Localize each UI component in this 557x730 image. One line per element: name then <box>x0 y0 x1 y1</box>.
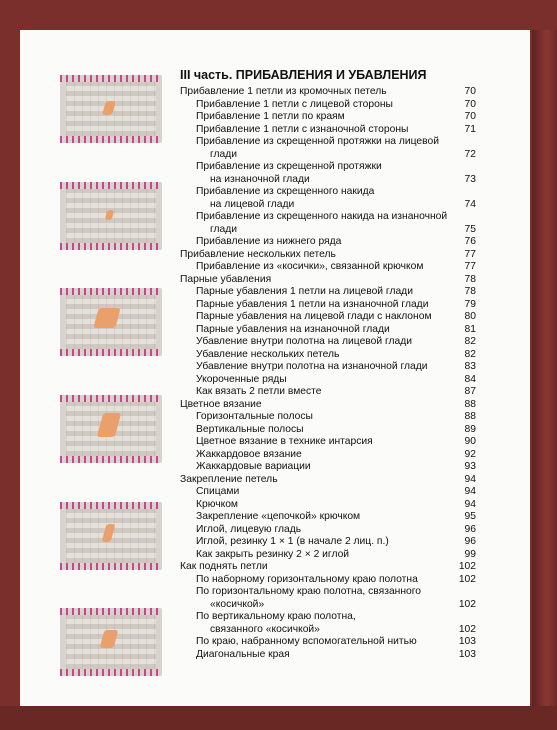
toc-entry-page: 77 <box>464 248 476 260</box>
toc-entry-page: 71 <box>464 123 476 135</box>
toc-entry-title: По вертикальному краю полотна, <box>196 611 356 622</box>
toc-entry-page: 70 <box>464 98 476 110</box>
toc-entry <box>180 386 476 399</box>
toc-entry-page: 99 <box>464 548 476 560</box>
toc-entry <box>180 624 476 637</box>
toc-entry-title: Прибавление из «косички», связанной крючком <box>196 261 424 272</box>
toc-entry-title: Закрепление петель <box>180 473 278 485</box>
toc-entry <box>180 224 476 237</box>
toc-entry <box>180 111 476 124</box>
toc-entry-page: 103 <box>458 648 476 660</box>
toc-entry <box>180 249 476 262</box>
toc-entry <box>180 561 476 574</box>
toc-entry-page: 73 <box>464 173 476 185</box>
toc-entry-title: связанного «косичкой» <box>210 623 320 635</box>
toc-entry-page: 87 <box>464 386 476 397</box>
toc-entry <box>180 136 476 149</box>
toc-entry-title: Как поднять петли <box>180 561 268 572</box>
toc-entry <box>180 236 476 249</box>
toc-entry <box>180 161 476 174</box>
toc-entry-page: 96 <box>464 536 476 547</box>
toc-entry <box>180 511 476 524</box>
toc-entry <box>180 174 476 187</box>
toc-entry-title: Прибавление из скрещенной протяжки <box>196 161 382 172</box>
toc-entry-title: Убавление внутри полотна на изнаночной глади <box>196 361 428 372</box>
toc-entry-page: 90 <box>464 436 476 447</box>
toc-entry-title: на изнаночной глади <box>210 173 310 185</box>
toc-entry <box>180 549 476 562</box>
toc-entry <box>180 599 476 612</box>
table-of-contents <box>180 68 476 661</box>
toc-entry-page: 80 <box>464 311 476 322</box>
toc-entry <box>180 499 476 512</box>
toc-entry-title: Закрепление «цепочкой» крючком <box>196 511 361 522</box>
toc-entry-page: 88 <box>464 398 476 410</box>
toc-entry <box>180 99 476 112</box>
toc-entry <box>180 349 476 362</box>
toc-entry-page: 75 <box>464 223 476 235</box>
toc-entry <box>180 261 476 274</box>
toc-entry <box>180 149 476 162</box>
toc-entry-title: Диагональные края <box>196 648 290 660</box>
toc-entry-page: 94 <box>464 498 476 510</box>
toc-entry <box>180 324 476 337</box>
toc-entry-page: 93 <box>464 461 476 472</box>
toc-entry <box>180 636 476 649</box>
toc-entry <box>180 361 476 374</box>
toc-entry-title: Прибавление 1 петли с лицевой стороны <box>196 98 393 110</box>
toc-entry-page: 78 <box>464 273 476 285</box>
toc-entry-title: глади <box>210 223 238 235</box>
toc-entry <box>180 411 476 424</box>
toc-entry <box>180 186 476 199</box>
toc-entry-title: Прибавление 1 петли с изнаночной стороны <box>196 123 409 135</box>
toc-entry-page: 82 <box>464 336 476 347</box>
section-title: III часть. ПРИБАВЛЕНИЯ И УБАВЛЕНИЯ <box>180 68 427 82</box>
toc-entry <box>180 286 476 299</box>
toc-entry-title: Иглой, лицевую гладь <box>196 523 302 535</box>
toc-entry-title: Жаккардовые вариации <box>196 461 311 472</box>
toc-entry-title: Прибавление нескольких петель <box>180 248 336 260</box>
toc-entry-title: Как вязать 2 петли вместе <box>196 386 322 397</box>
toc-entry <box>180 461 476 474</box>
toc-entry-title: Прибавление из скрещенного накида на изнаночной <box>196 211 448 222</box>
book-cover-edge <box>0 706 557 730</box>
toc-entry <box>180 486 476 499</box>
toc-entry-title: Цветное вязание в технике интарсия <box>196 436 373 447</box>
toc-entry-page: 77 <box>464 261 476 272</box>
toc-entry-title: По наборному горизонтальному краю полотна <box>196 573 418 585</box>
toc-entry-title: Иглой, резинку 1 × 1 (в начале 2 лиц. п.) <box>196 536 389 547</box>
toc-entry-page: 102 <box>458 561 476 572</box>
toc-entry <box>180 524 476 537</box>
toc-entry-page: 89 <box>464 423 476 435</box>
toc-entry <box>180 574 476 587</box>
toc-entry-title: Прибавление 1 петли по краям <box>196 111 345 122</box>
toc-entry-page: 74 <box>464 198 476 210</box>
toc-entry-page: 103 <box>458 636 476 647</box>
toc-entry-page: 94 <box>464 473 476 485</box>
toc-entry-page: 102 <box>458 598 476 610</box>
toc-entry <box>180 299 476 312</box>
toc-entry <box>180 211 476 224</box>
toc-entry-title: Крючком <box>196 498 239 510</box>
toc-entry <box>180 399 476 412</box>
toc-entry-title: По краю, набранному вспомогательной нитью <box>196 636 417 647</box>
toc-entry <box>180 336 476 349</box>
toc-entry-page: 78 <box>464 286 476 297</box>
toc-entry-page: 94 <box>464 486 476 497</box>
toc-entry <box>180 124 476 137</box>
toc-entry-page: 70 <box>464 111 476 122</box>
toc-entry-title: Горизонтальные полосы <box>196 411 313 422</box>
toc-entry <box>180 536 476 549</box>
toc-entry <box>180 311 476 324</box>
toc-entry <box>180 199 476 212</box>
toc-entry-page: 95 <box>464 511 476 522</box>
toc-entry-title: Парные убавления 1 петли на лицевой глади <box>196 286 413 297</box>
toc-entry-page: 76 <box>464 236 476 247</box>
toc-entry-title: Укороченные ряды <box>196 373 287 385</box>
toc-entry <box>180 586 476 599</box>
toc-entry-page: 84 <box>464 373 476 385</box>
toc-entry-title: По горизонтальному краю полотна, связанного <box>196 586 422 597</box>
toc-entry-page: 92 <box>464 448 476 460</box>
toc-entry-title: Парные убавления <box>180 273 272 285</box>
toc-entry-page: 72 <box>464 148 476 160</box>
toc-entry <box>180 649 476 662</box>
toc-entry <box>180 86 476 99</box>
toc-entry <box>180 611 476 624</box>
toc-entry-title: Вертикальные полосы <box>196 423 304 435</box>
toc-entry-title: Жаккардовое вязание <box>196 448 302 460</box>
toc-entry-title: Парные убавления 1 петли на изнаночной глади <box>196 298 429 310</box>
knit-swatch-image-1 <box>60 75 162 143</box>
toc-entry-page: 82 <box>464 348 476 360</box>
toc-entry-page: 96 <box>464 523 476 535</box>
toc-entry-page: 102 <box>458 573 476 585</box>
knit-swatch-image-5 <box>60 502 162 570</box>
toc-entry-title: Спицами <box>196 486 240 497</box>
knit-swatch-image-3 <box>60 288 162 356</box>
toc-entry <box>180 374 476 387</box>
knit-swatch-image-6 <box>60 608 162 676</box>
toc-entry <box>180 424 476 437</box>
toc-entry-title: Прибавление из нижнего ряда <box>196 236 342 247</box>
toc-entry-title: глади <box>210 148 238 160</box>
toc-entry-title: Цветное вязание <box>180 398 262 410</box>
book-spine <box>532 30 557 706</box>
toc-entry-title: Парные убавления на лицевой глади с наклоном <box>196 311 432 322</box>
toc-entry <box>180 436 476 449</box>
toc-entry-title: Прибавление из скрещенной протяжки на лицевой <box>196 136 439 147</box>
toc-entry-page: 79 <box>464 298 476 310</box>
toc-entry-title: Прибавление из скрещенного накида <box>196 186 375 197</box>
toc-entry-title: Убавление внутри полотна на лицевой глади <box>196 336 413 347</box>
toc-entry <box>180 274 476 287</box>
toc-list <box>180 86 476 661</box>
toc-entry-page: 102 <box>458 623 476 635</box>
toc-entry <box>180 474 476 487</box>
toc-entry-page: 81 <box>464 323 476 335</box>
knit-swatch-image-2 <box>60 182 162 250</box>
knit-swatch-image-4 <box>60 395 162 463</box>
toc-entry-page: 88 <box>464 411 476 422</box>
toc-entry-title: Парные убавления на изнаночной глади <box>196 323 390 335</box>
toc-entry-title: «косичкой» <box>210 598 265 610</box>
toc-entry-title: Прибавление 1 петли из кромочных петель <box>180 86 387 97</box>
toc-entry-title: на лицевой глади <box>210 198 295 210</box>
toc-entry-page: 70 <box>464 86 476 97</box>
toc-entry-page: 83 <box>464 361 476 372</box>
toc-entry <box>180 449 476 462</box>
toc-entry-title: Как закрыть резинку 2 × 2 иглой <box>196 548 350 560</box>
toc-entry-title: Убавление нескольких петель <box>196 348 340 360</box>
